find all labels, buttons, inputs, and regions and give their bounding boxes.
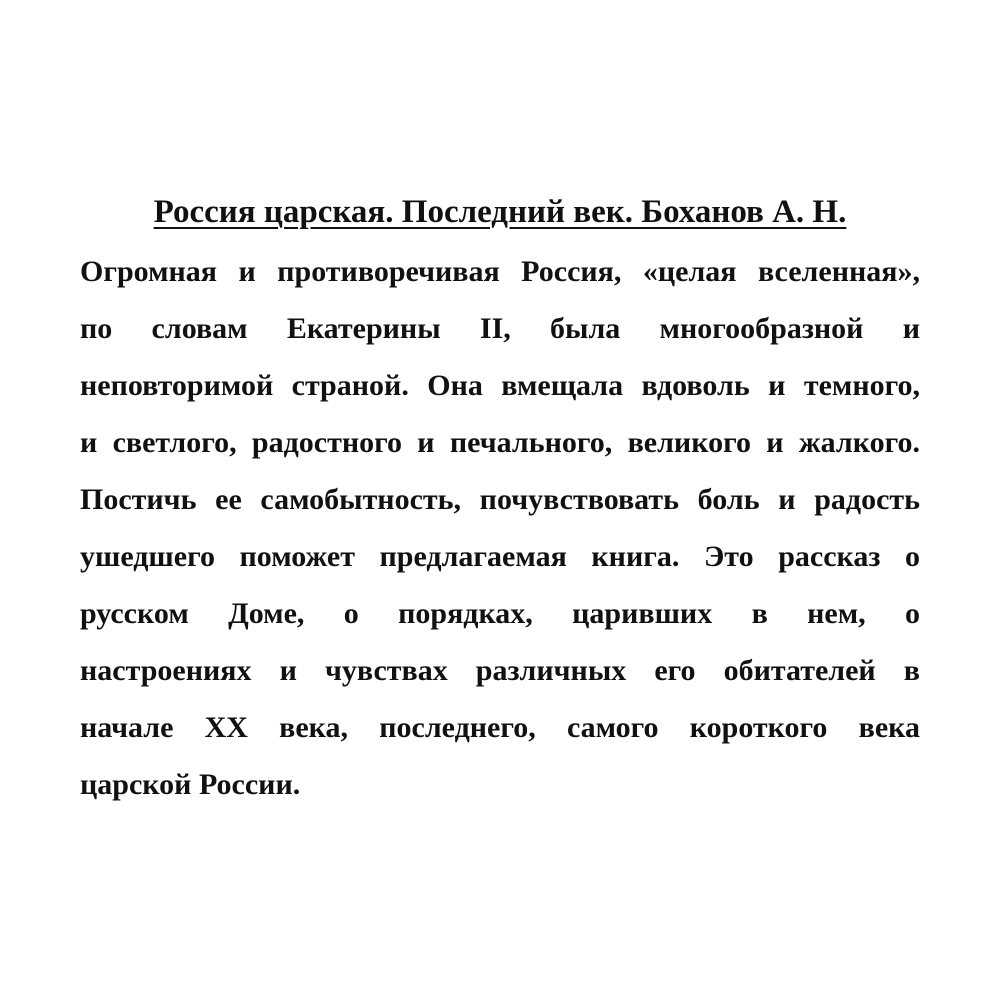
book-description	[80, 243, 920, 813]
description-line: ушедшего поможет предлагаемая книга. Это рассказ о	[80, 540, 920, 573]
description-line: и светлого, радостного и печального, великого и жалкого.	[80, 426, 920, 459]
description-line: начале XX века, последнего, самого короткого века	[80, 711, 920, 744]
description-line: настроениях и чувствах различных его обитателей в	[80, 654, 920, 687]
description-line: Постичь ее самобытность, почувствовать боль и радость	[80, 483, 920, 516]
description-line: русском Доме, о порядках, царивших в нем, о	[80, 597, 920, 630]
description-line: Огромная и противоречивая Россия, «целая вселенная»,	[80, 255, 920, 288]
book-title	[0, 190, 1000, 234]
description-line: неповторимой страной. Она вмещала вдоволь и темного,	[80, 369, 920, 402]
description-line: по словам Екатерины II, была многообразной и	[80, 312, 920, 345]
book-title-text: Россия царская. Последний век. Боханов А. Н.	[153, 194, 847, 230]
description-line: царской России.	[80, 768, 301, 801]
